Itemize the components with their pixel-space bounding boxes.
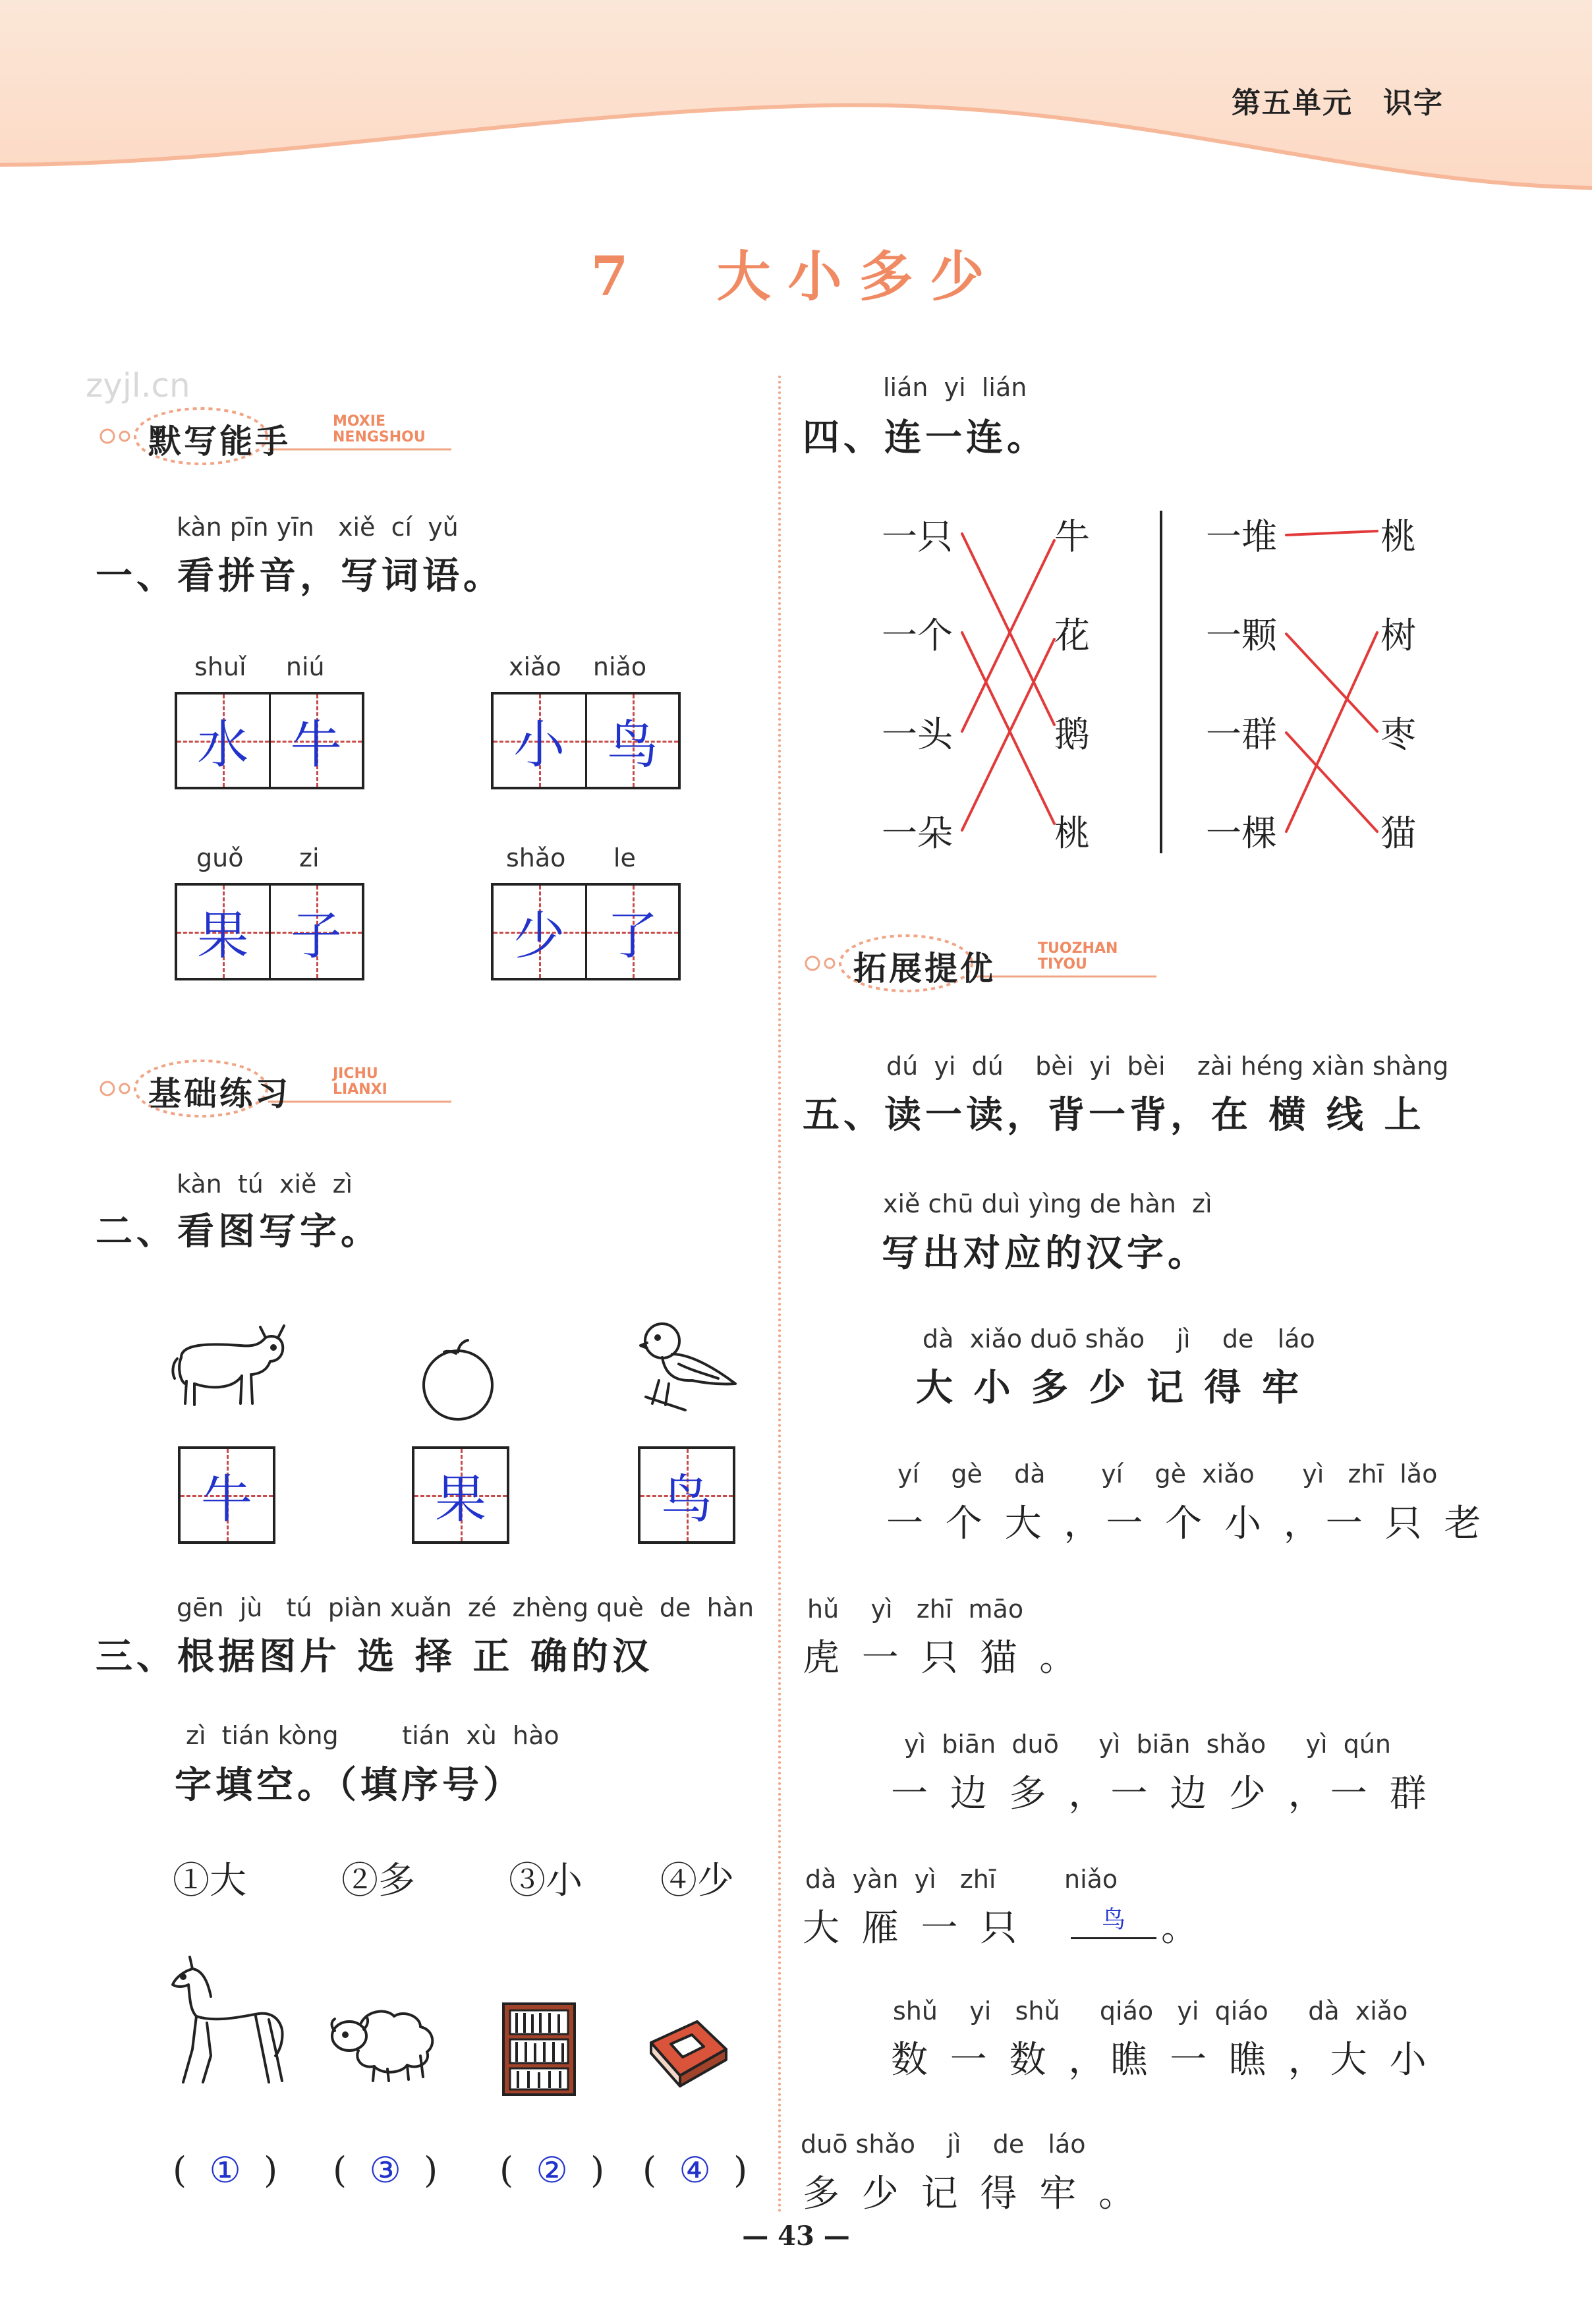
- q1-item3-char2: 子: [290, 907, 342, 966]
- q5-line3-text: 一 边 多 ，一 边 少 ，一 群: [891, 1772, 1432, 1815]
- q1-pinyin: kàn pīn yīn xiě cí yǔ: [177, 513, 459, 542]
- q4-right-noun-4: 猫: [1380, 812, 1416, 854]
- q4-left-noun-2: 花: [1054, 615, 1090, 656]
- q1-item1-char2: 牛: [290, 716, 342, 775]
- q1-item3-pinyin: guǒ zi: [196, 843, 320, 872]
- q5-line5-text: 数 一 数 ，瞧 一 瞧 ，大 小: [891, 2039, 1432, 2082]
- q4-pinyin: lián yi lián: [883, 373, 1027, 402]
- q4-title: 四、连一连。: [803, 416, 1048, 459]
- q4-right-quantifier-1: 一堆: [1206, 516, 1277, 557]
- unit-label: 第五单元 识字: [1232, 86, 1444, 120]
- q4-left-noun-3: 鹅: [1054, 714, 1090, 755]
- q2-answer-box-3: [638, 1446, 735, 1544]
- q5-line1-text: 一 个 大 ，一 个 小 ，一 只 老: [886, 1502, 1487, 1545]
- q5-line3-pinyin: yì biān duō yì biān shǎo yì qún: [904, 1730, 1391, 1759]
- q4-match-lines: [0, 0, 1592, 922]
- q4-left-quantifier-4: 一朵: [882, 812, 953, 854]
- cow-icon: [168, 1318, 287, 1417]
- q5-poem-title-pinyin: dà xiǎo duō shǎo jì de láo: [923, 1324, 1315, 1353]
- q4-left-noun-1: 牛: [1054, 516, 1090, 557]
- q4-right-quantifier-4: 一棵: [1206, 812, 1277, 854]
- sheep-icon: [328, 2003, 440, 2082]
- q3-answer-4: ( ④ ): [642, 2149, 748, 2191]
- q5-line4-text: 大 雁 一 只: [803, 1907, 1023, 1950]
- q5-poem-title: 大 小 多 少 记 得 牢: [916, 1366, 1303, 1409]
- q4-right-quantifier-3: 一群: [1206, 714, 1277, 755]
- q3-pinyin: gēn jù tú piàn xuǎn zé zhèng què de hàn: [177, 1593, 754, 1622]
- q4-left-noun-4: 桃: [1054, 812, 1090, 854]
- q4-right-noun-3: 枣: [1380, 714, 1416, 755]
- bookshelf-icon: [499, 2000, 579, 2099]
- q3-pinyin2: zì tián kòng tián xù hào: [186, 1721, 559, 1750]
- q4-left-quantifier-1: 一只: [882, 516, 953, 557]
- q2-pinyin: kàn tú xiě zì: [177, 1170, 353, 1199]
- q5-title: 五、读一读，背一背，在 横 线 上: [803, 1093, 1425, 1137]
- q3-option-1: ①大: [173, 1859, 246, 1902]
- q5-line4-pinyin: dà yàn yì zhī: [805, 1865, 996, 1894]
- q5-line6-pinyin: duō shǎo jì de láo: [801, 2130, 1086, 2159]
- q2-answer-box-1: [178, 1446, 275, 1544]
- q2-answer-3: 鸟: [660, 1470, 712, 1529]
- q2-answer-2: 果: [434, 1470, 486, 1529]
- badge-jichu-en: JICHU LIANXI: [333, 1065, 387, 1098]
- badge-tuozhan-title: 拓展提优: [853, 949, 996, 988]
- q4-right-noun-1: 桃: [1380, 516, 1416, 557]
- q1-title: 一、看拼音，写词语。: [96, 554, 504, 598]
- q3-option-3: ③小: [509, 1859, 583, 1902]
- q3-option-2: ②多: [341, 1859, 415, 1902]
- q5-line2-pinyin: hǔ yì zhī māo: [807, 1595, 1024, 1624]
- q5-line2-text: 虎 一 只 猫 。: [803, 1637, 1082, 1680]
- q1-item4-char1: 少: [513, 907, 565, 966]
- q5-line5-pinyin: shǔ yi shǔ qiáo yi qiáo dà xiǎo: [893, 1997, 1408, 2026]
- badge-jichu: [96, 1054, 451, 1120]
- badge-tuozhan: [801, 929, 1156, 995]
- q5-line1-pinyin: yí gè dà yí gè xiǎo yì zhī lǎo: [897, 1460, 1438, 1488]
- q5-line6-text: 多 少 记 得 牢 。: [803, 2172, 1141, 2215]
- badge-moxie-title: 默写能手: [148, 422, 291, 461]
- q5-blank-pinyin: niǎo: [1064, 1865, 1118, 1894]
- q3-title2: 字填空。（填序号）: [175, 1763, 524, 1807]
- q5-answer-blank: 鸟: [1071, 1901, 1156, 1939]
- bird-icon: [639, 1318, 738, 1423]
- q2-title: 二、看图写字。: [96, 1210, 382, 1253]
- q5-pinyin2: xiě chū duì yìng de hàn zì: [883, 1189, 1212, 1218]
- q1-item3-char1: 果: [197, 907, 249, 966]
- q1-item4-pinyin: shǎo le: [506, 843, 636, 872]
- q1-item2-char1: 小: [513, 716, 565, 775]
- q1-item1-char1: 水: [197, 716, 249, 775]
- q3-title: 三、根据图片 选 择 正 确的汉: [96, 1635, 653, 1678]
- q1-item2-pinyin: xiǎo niǎo: [509, 652, 647, 681]
- q2-answer-box-2: [412, 1446, 509, 1544]
- q4-left-quantifier-3: 一头: [882, 714, 953, 755]
- apple-icon: [415, 1338, 501, 1423]
- q3-answer-2: ( ③ ): [333, 2149, 438, 2191]
- q5-title2: 写出对应的汉字。: [882, 1232, 1208, 1275]
- q1-item4-char2: 了: [606, 907, 658, 966]
- q5-line4-end: 。: [1161, 1907, 1198, 1950]
- q4-right-noun-2: 树: [1380, 615, 1416, 656]
- book-icon: [644, 2016, 730, 2089]
- q3-option-4: ④少: [660, 1859, 734, 1902]
- q3-answer-1: ( ① ): [173, 2149, 278, 2191]
- q4-left-quantifier-2: 一个: [882, 615, 953, 656]
- watermark: zyjl.cn: [86, 366, 190, 405]
- badge-jichu-title: 基础练习: [148, 1074, 291, 1113]
- q5-pinyin: dú yi dú bèi yi bèi zài héng xiàn shàng: [886, 1052, 1449, 1081]
- q1-item2-char2: 鸟: [606, 716, 658, 775]
- q1-item1-pinyin: shuǐ niú: [194, 652, 325, 681]
- q4-right-quantifier-2: 一颗: [1206, 615, 1277, 656]
- badge-tuozhan-en: TUOZHAN TIYOU: [1038, 940, 1118, 973]
- lesson-title: 7 大小多少: [590, 245, 1002, 308]
- horse-icon: [170, 1950, 289, 2089]
- badge-moxie-en: MOXIE NENGSHOU: [333, 413, 426, 445]
- q2-answer-1: 牛: [200, 1470, 252, 1529]
- page-number: — 43 —: [742, 2221, 850, 2252]
- q3-answer-3: ( ② ): [499, 2149, 605, 2191]
